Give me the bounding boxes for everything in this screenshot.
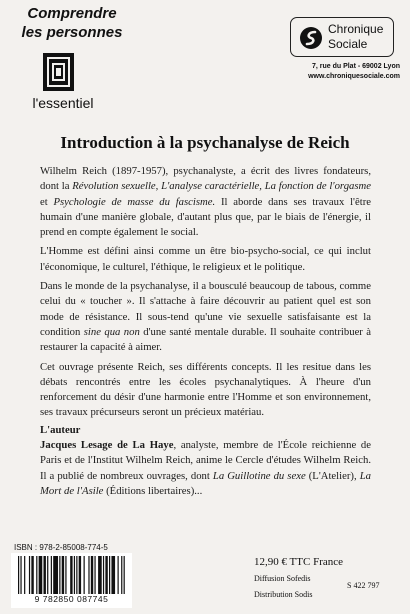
diffusion: Diffusion Sofedis: [254, 574, 311, 583]
book-title: Introduction à la psychanalyse de Reich: [60, 133, 350, 152]
publisher-address: 7, rue du Plat - 69002 Lyon: [311, 63, 400, 70]
author-heading: L'auteur: [40, 423, 81, 436]
distribution: Distribution Sodis: [254, 590, 313, 599]
publisher-name-line-2: Sociale: [328, 37, 368, 51]
series-line-1: Comprendre: [27, 5, 117, 22]
paragraph-intro: Wilhelm Reich (1897-1957), psychanalyste, a écrit des livres fondateurs, dont la Révolution sexuelle, L'analyse caractérielle, La fonction de l'orgasme et Psychologie de masse du fascisme. Il aborde dans ses travaux l'être humain d'une manière globale, d'autant plus que, par le biais de l'énergie, il prend en compte également le social.: [40, 165, 371, 239]
barcode-bars-icon: [18, 556, 126, 594]
series-logo-icon: [43, 53, 74, 91]
publisher-name-line-1: Chronique: [328, 22, 384, 36]
price: 12,90 € TTC France: [254, 556, 344, 568]
publisher-logo: [290, 17, 394, 57]
author-bio: Jacques Lesage de La Haye, analyste, membre de l'École reichienne de Paris et de l'Institut Wilhelm Reich, anime le Cercle d'études Wilhelm Reich. Il a publié de nombreux ouvrages, dont La Guillotine du sexe (L'Atelier), La Mort de l'Asile (Éditions libertaires)...: [40, 439, 372, 497]
series-line-2: les personnes: [21, 24, 123, 41]
publisher-contact: [276, 62, 400, 82]
publisher-website: www.chroniquesociale.com: [308, 73, 400, 80]
barcode-digits: 9 782850 087745: [34, 594, 109, 604]
author-name: Jacques Lesage de La Haye: [40, 439, 174, 452]
paragraph-overview: Cet ouvrage présente Reich, ses différents concepts. Il les resitue dans les débats rencontrés entre les écoles psychanalytiques. À l'heure d'un renforcement du désir d'une harmonie entre l'Homme et son environnement, ses travaux précurseurs seront un précieux matériau.: [40, 360, 371, 419]
series-title: [12, 4, 132, 42]
paragraph-definition: L'Homme est défini ainsi comme un être bio-psycho-social, ce qui inclut l'économique, le culturel, l'éthique, le religieux et le politique.: [40, 245, 371, 273]
series-name: l'essentiel: [32, 95, 94, 111]
publisher-mark-icon: [299, 26, 323, 50]
isbn: ISBN : 978-2-85008-774-5: [14, 543, 108, 552]
reference-code: S 422 797: [347, 581, 380, 590]
blurb: [40, 164, 371, 499]
paragraph-psychoanalysis: Dans le monde de la psychanalyse, il a bousculé beaucoup de tabous, comme celui du « toucher ». Il s'attache à faire découvrir au patient quel est son mode de résistance. Il sous-tend qu'une vie sexuelle satisfaisante est la condition sine qua non d'une santé mentale durable. Il souhaite contribuer à restaurer la capacité à aimer.: [40, 280, 372, 354]
